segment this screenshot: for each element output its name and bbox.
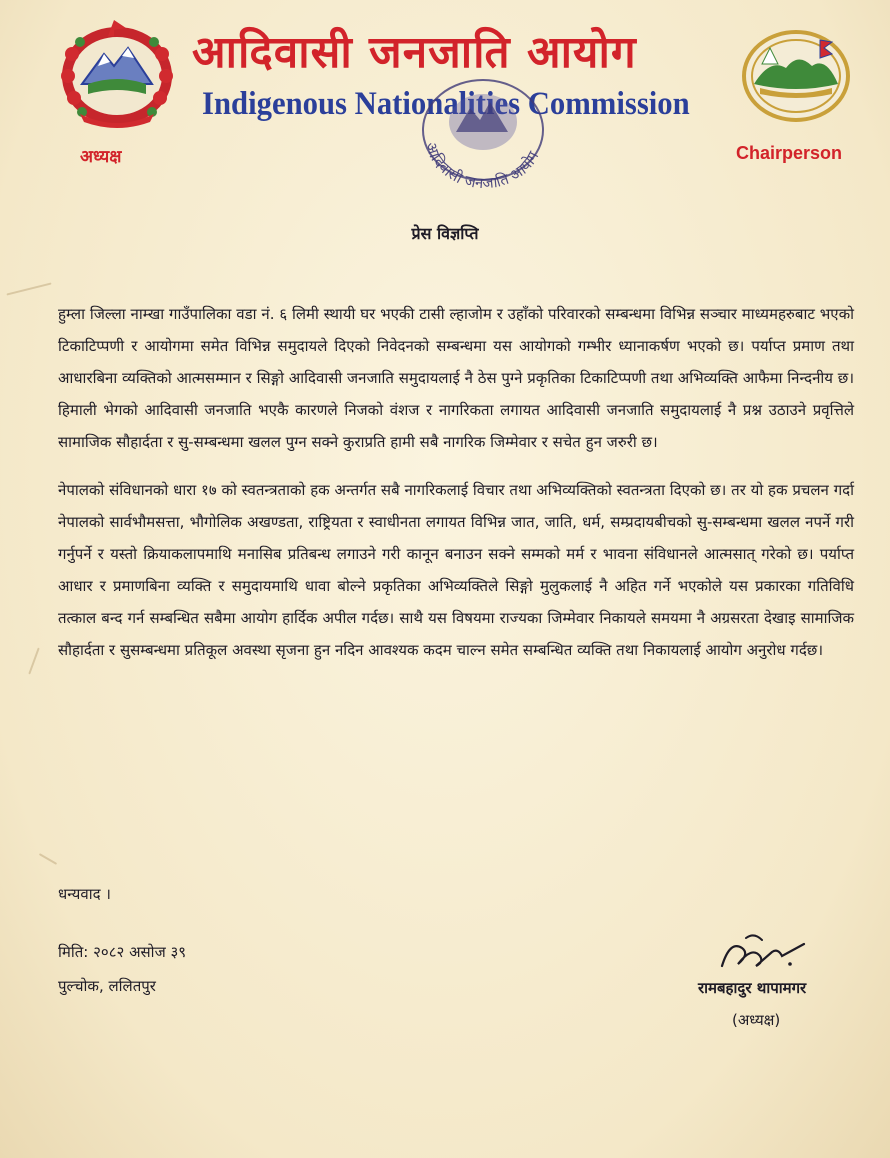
signatory-name: रामबहादुर थापामगर	[698, 979, 807, 997]
commission-title-nepali: आदिवासी जनजाति आयोग	[192, 27, 637, 78]
paper-fiber	[28, 648, 39, 675]
nepal-coat-of-arms-emblem	[52, 14, 182, 132]
issue-place: पुल्चोक, ललितपुर	[58, 977, 156, 995]
paper-fiber	[39, 853, 57, 865]
commission-seal-stamp	[408, 72, 558, 192]
handwritten-signature	[712, 926, 812, 978]
stamp-text: आदिवासी जनजाति आयोग	[421, 139, 543, 192]
chairperson-label-nepali: अध्यक्ष	[80, 147, 122, 167]
issue-date: मिति: २०८२ असोज ३९	[58, 943, 187, 961]
chairperson-label-english: Chairperson	[736, 143, 843, 163]
commission-logo-emblem	[740, 28, 852, 124]
body-paragraph: नेपालको संविधानको धारा १७ को स्वतन्त्रताको हक अन्तर्गत सबै नागरिकलाई विचार तथा अभिव्यक्तिको स्वतन्त्रता दिएको छ। तर यो हक प्रचलन गर्दा नेपालको सार्वभौमसत्ता, भौगोलिक अखण्डता, राष्ट्रियता र स्वाधीनता लगायत विभिन्न जात, जाति, धर्म, सम्प्रदायबीचको सु-सम्बन्धमा खलल नपर्ने गरी गर्नुपर्ने र यस्तो क्रियाकलापमाथि मनासिब प्रतिबन्ध लगाउने गरी कानून बनाउन सक्ने सम्मको मर्म र भावना संविधानले आत्मसात् गरेको छ। पर्याप्त आधार र प्रमाणबिना व्यक्ति र समुदायमाथि धावा बोल्ने प्रकृतिका अभिव्यक्तिले सिङ्गो मुलुकलाई नै अहित गर्ने भएकोले यस प्रकारका गतिविधि तत्काल बन्द गर्न सम्बन्धित सबैमा आयोग हार्दिक अपील गर्दछ। साथै यस विषयमा राज्यका जिम्मेवार निकायले समयमा नै अग्रसरता देखाइ सामाजिक सौहार्दता र सुसम्बन्धमा प्रतिकूल अवस्था सृजना हुन नदिन आवश्यक कदम चाल्न समेत सम्बन्धित व्यक्ति तथा निकायलाई आयोग अनुरोध गर्दछ।	[58, 481, 854, 659]
paper-fiber	[6, 282, 51, 295]
commission-title-english: Indigenous Nationalities Commission	[202, 86, 690, 122]
body-paragraph: हुम्ला जिल्ला नाम्खा गाउँपालिका वडा नं. ६ लिमी स्थायी घर भएकी टासी ल्हाजोम र उहाँको परिवारको सम्बन्धमा विभिन्न सञ्चार माध्यमहरुबाट भएको टिकाटिप्पणी र आयोगमा समेत विभिन्न समुदायले दिएको निवेदनको सम्बन्धमा यस आयोगको गम्भीर ध्यानाकर्षण भएको छ। पर्याप्त प्रमाण तथा आधारबिना व्यक्तिको आत्मसम्मान र सिङ्गो आदिवासी जनजाति समुदायलाई नै ठेस पुग्ने प्रकृतिका टिकाटिप्पणी तथा अभिव्यक्ति आफैमा निन्दनीय छ। हिमाली भेगको आदिवासी जनजाति भएकै कारणले निजको वंशज र नागरिकता लगायत आदिवासी जनजाति समुदायलाई नै प्रश्न उठाउने प्रवृत्तिले सामाजिक सौहार्दता र सु-सम्बन्धमा खलल पुग्न सक्ने कुराप्रति हामी सबै नागरिक जिम्मेवार र सचेत हुन जरुरी छ।	[58, 305, 854, 451]
letter-body	[58, 298, 854, 682]
signatory-role: (अध्यक्ष)	[732, 1011, 781, 1029]
closing-thanks: धन्यवाद ।	[58, 885, 111, 903]
press-release-heading: प्रेस विज्ञप्ति	[411, 224, 479, 243]
